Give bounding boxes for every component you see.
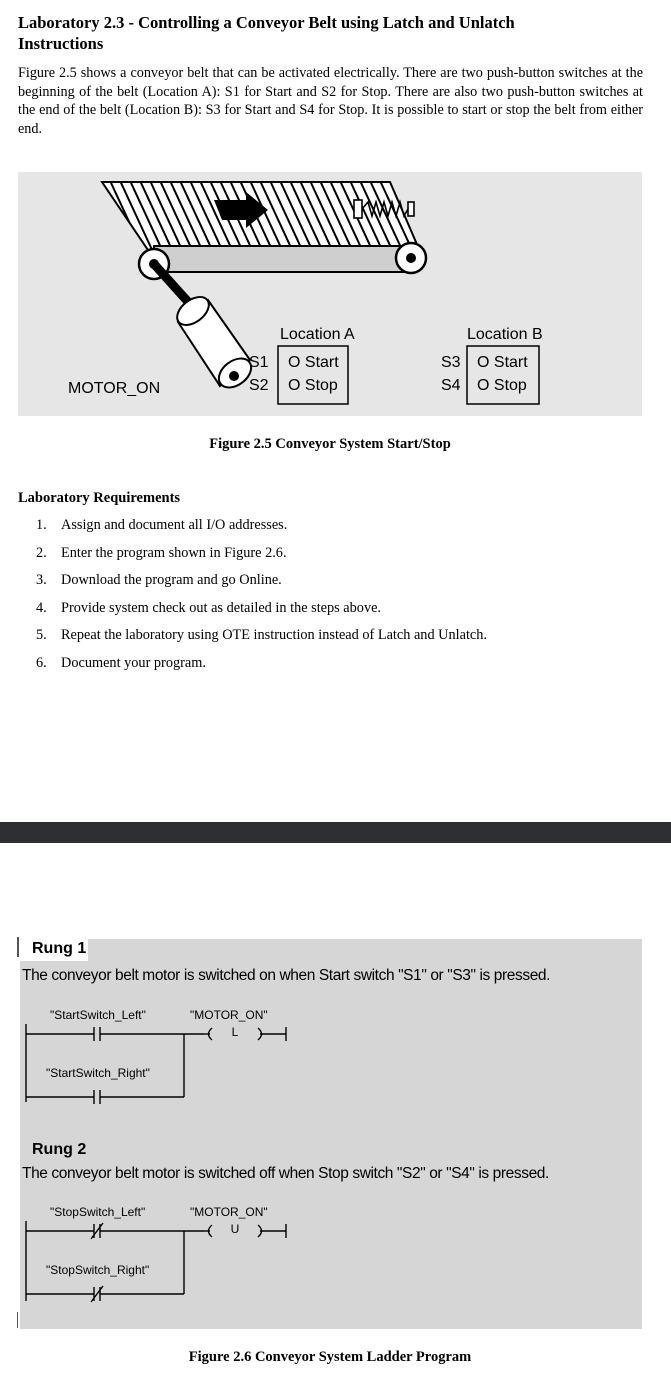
rung-2-contact-b-tag: "StopSwitch_Right" [46, 1263, 150, 1277]
rung-1-contact-b-icon [94, 1090, 100, 1104]
rung-2-label: Rung 2 [32, 1141, 87, 1158]
rung-1-marker [17, 937, 19, 957]
requirements-list [36, 517, 656, 682]
page-separator [0, 822, 671, 843]
motor-on-label: MOTOR_ON [68, 380, 161, 397]
page-left-marker [17, 1312, 18, 1328]
list-item: 1. Assign and document all I/O addresses. [36, 517, 288, 533]
location-b-label: Location B [467, 326, 543, 343]
location-a-stop: O Stop [288, 377, 338, 394]
rung-2-contact-a-tag: "StopSwitch_Left" [50, 1205, 146, 1219]
rung-1-coil-type: L [231, 1025, 239, 1039]
lab-title-line-2: Instructions [18, 34, 104, 53]
list-item: 2. Enter the program shown in Figure 2.6. [36, 544, 287, 561]
rung-1-label: Rung 1 [32, 940, 87, 957]
rung-2-coil-tag: "MOTOR_ON" [190, 1205, 268, 1219]
motor-icon [172, 291, 257, 393]
rung-1-contact-b-tag: "StartSwitch_Right" [46, 1066, 150, 1080]
list-item: 5. Repeat the laboratory using OTE instruction instead of Latch and Unlatch. [36, 627, 488, 643]
intro-paragraph: Figure 2.5 shows a conveyor belt that can be activated electrically. There are two push-button switches at the beginning of the belt (Location A): S1 for Start and S2 for Stop. There are also two push-button switches at the end of the belt (Location B): S3 for Start and S4 for Stop. It is possible to start or stop the belt from either end. [18, 65, 643, 137]
switch-s2-label: S2 [249, 377, 269, 394]
location-a-label: Location A [280, 326, 355, 343]
lab-title-line-1: Laboratory 2.3 - Controlling a Conveyor Belt using Latch and Unlatch [18, 13, 515, 32]
switch-s1-label: S1 [249, 354, 269, 371]
figure-2-6-caption: Figure 2.6 Conveyor System Ladder Program [188, 1349, 472, 1365]
list-item: 4. Provide system check out as detailed in the steps above. [36, 599, 382, 616]
rung-1-contact-a-icon [94, 1027, 100, 1041]
location-b-stop: O Stop [477, 377, 527, 394]
ladder-program-figure [20, 939, 642, 1329]
requirements-heading: Laboratory Requirements [18, 490, 181, 506]
switch-s3-label: S3 [441, 354, 461, 371]
rung-1-contact-a-tag: "StartSwitch_Left" [50, 1008, 146, 1022]
conveyor-figure [18, 172, 642, 416]
location-b-start: O Start [477, 354, 528, 371]
rung-2-description: The conveyor belt motor is switched off when Stop switch "S2" or "S4" is pressed. [22, 1165, 549, 1182]
rung-1-description: The conveyor belt motor is switched on when Start switch "S1" or "S3" is pressed. [22, 967, 551, 984]
list-item: 6. Document your program. [36, 654, 206, 671]
rung-1-coil-tag: "MOTOR_ON" [190, 1008, 268, 1022]
location-a-start: O Start [288, 354, 339, 371]
belt-frame [154, 246, 416, 272]
rung-2-coil-type: U [230, 1222, 240, 1236]
lab-title [18, 12, 643, 54]
figure-2-5-caption: Figure 2.5 Conveyor System Start/Stop [209, 436, 451, 452]
list-item: 3. Download the program and go Online. [36, 572, 282, 588]
switch-s4-label: S4 [441, 377, 461, 394]
right-pulley-icon [396, 243, 426, 273]
